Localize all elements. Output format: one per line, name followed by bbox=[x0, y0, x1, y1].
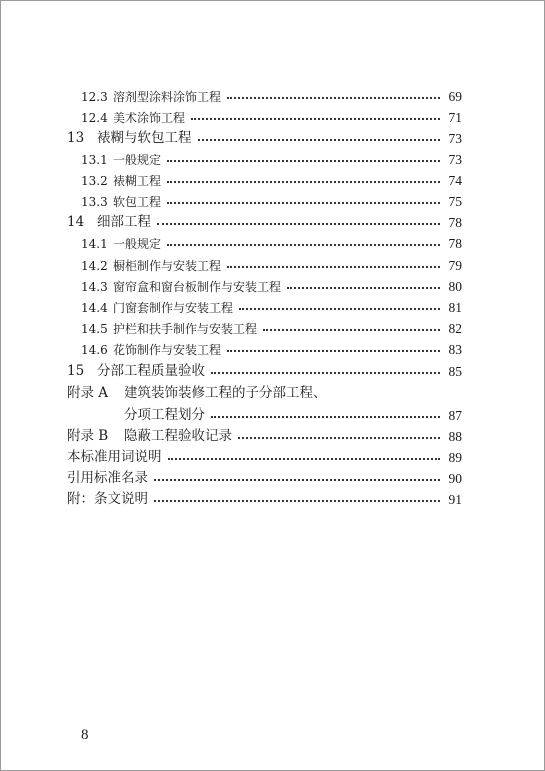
toc-section-title: 护栏和扶手制作与安装工程 bbox=[113, 322, 258, 336]
toc-section-title: 一般规定 bbox=[113, 237, 162, 251]
toc-page-ref: 89 bbox=[448, 450, 462, 466]
toc-entry-15 bbox=[67, 361, 462, 383]
toc-appendix-title-continued: 分项工程划分 bbox=[124, 407, 205, 424]
toc-dot-leader bbox=[157, 223, 440, 225]
toc-appendix-label: 附录 A bbox=[67, 385, 109, 402]
toc-page-ref: 81 bbox=[448, 300, 462, 316]
toc-chapter-title: 分部工程质量验收 bbox=[97, 363, 205, 380]
toc-entry-14-5 bbox=[81, 318, 462, 340]
toc-page-ref: 73 bbox=[448, 131, 462, 147]
toc-dot-leader bbox=[167, 202, 440, 204]
toc-section-title: 裱糊工程 bbox=[113, 174, 162, 188]
toc-chapter-number: 14 bbox=[67, 214, 85, 231]
toc-entry-12-4 bbox=[81, 107, 462, 129]
toc-dot-leader bbox=[167, 160, 440, 162]
toc-entry-appendix-a bbox=[67, 383, 462, 405]
toc-page-ref: 75 bbox=[448, 194, 462, 210]
toc-page-ref: 79 bbox=[448, 258, 462, 274]
toc-section-title: 一般规定 bbox=[113, 153, 162, 167]
toc-section-number: 13.2 bbox=[81, 174, 108, 188]
toc-entry-14-1 bbox=[81, 233, 462, 255]
toc-entry-14-3 bbox=[81, 276, 462, 298]
toc-dot-leader bbox=[167, 244, 440, 246]
toc-page-ref: 83 bbox=[448, 342, 462, 358]
toc-dot-leader bbox=[238, 437, 440, 439]
toc-chapter-number: 13 bbox=[67, 130, 85, 147]
toc-section-title: 花饰制作与安装工程 bbox=[113, 343, 222, 357]
toc-page-ref: 78 bbox=[448, 236, 462, 252]
toc-entry-title: 本标准用词说明 bbox=[67, 449, 162, 466]
toc-entry-14-6 bbox=[81, 339, 462, 361]
toc-chapter-title: 裱糊与软包工程 bbox=[97, 130, 192, 147]
toc-section-number: 13.3 bbox=[81, 195, 108, 209]
toc-section-title: 软包工程 bbox=[113, 195, 162, 209]
toc-dot-leader bbox=[227, 97, 440, 99]
toc-section-number: 14.1 bbox=[81, 237, 108, 251]
toc-dot-leader bbox=[198, 139, 441, 141]
toc-dot-leader bbox=[168, 458, 441, 460]
toc-section-number: 14.4 bbox=[81, 301, 108, 315]
toc-appendix-label: 附录 B bbox=[67, 428, 109, 445]
toc-chapter-number: 15 bbox=[67, 363, 85, 380]
toc-entry-13-1 bbox=[81, 149, 462, 171]
toc-dot-leader bbox=[154, 500, 440, 502]
toc-appendix-title: 建筑装饰装修工程的子分部工程、 bbox=[124, 385, 327, 402]
toc-section-number: 14.5 bbox=[81, 322, 108, 336]
toc-entry-13 bbox=[67, 128, 462, 150]
toc-page-ref: 71 bbox=[448, 110, 462, 126]
toc-entry-title: 引用标准名录 bbox=[67, 470, 148, 487]
toc-dot-leader bbox=[227, 350, 440, 352]
toc-section-number: 12.3 bbox=[81, 90, 108, 104]
toc-entry-standards bbox=[67, 468, 462, 490]
toc-entry-14-2 bbox=[81, 255, 462, 277]
toc-dot-leader bbox=[287, 287, 440, 289]
toc-page-ref: 73 bbox=[448, 152, 462, 168]
toc-section-number: 12.4 bbox=[81, 111, 108, 125]
toc-entry-explanation bbox=[67, 489, 462, 511]
toc-dot-leader bbox=[239, 308, 440, 310]
toc-page-ref: 87 bbox=[448, 408, 462, 424]
toc-entry-14 bbox=[67, 212, 462, 234]
toc-entry-wording bbox=[67, 447, 462, 469]
page-number: 8 bbox=[81, 727, 89, 743]
toc-section-title: 门窗套制作与安装工程 bbox=[113, 301, 234, 315]
toc-page-ref: 88 bbox=[448, 429, 462, 445]
toc-entry-14-4 bbox=[81, 297, 462, 319]
toc-page-ref: 74 bbox=[448, 173, 462, 189]
toc-section-number: 14.3 bbox=[81, 280, 108, 294]
toc-dot-leader bbox=[167, 181, 440, 183]
toc-chapter-title: 细部工程 bbox=[97, 214, 151, 231]
toc-dot-leader bbox=[154, 479, 440, 481]
toc-entry-13-3 bbox=[81, 191, 462, 213]
toc-dot-leader bbox=[227, 266, 440, 268]
toc-section-title: 溶剂型涂料涂饰工程 bbox=[113, 90, 222, 104]
toc-dot-leader bbox=[211, 372, 440, 374]
table-of-contents bbox=[1, 1, 544, 770]
toc-section-title: 窗帘盒和窗台板制作与安装工程 bbox=[113, 280, 282, 294]
toc-entry-13-2 bbox=[81, 170, 462, 192]
toc-section-title: 美术涂饰工程 bbox=[113, 111, 186, 125]
toc-page-ref: 85 bbox=[448, 364, 462, 380]
toc-entry-12-3 bbox=[81, 86, 462, 108]
toc-dot-leader bbox=[263, 329, 440, 331]
toc-page-ref: 90 bbox=[448, 471, 462, 487]
toc-page-ref: 78 bbox=[448, 215, 462, 231]
toc-section-number: 13.1 bbox=[81, 153, 108, 167]
toc-dot-leader bbox=[191, 118, 440, 120]
toc-section-number: 14.6 bbox=[81, 343, 108, 357]
toc-page-ref: 91 bbox=[448, 492, 462, 508]
toc-page-ref: 82 bbox=[448, 321, 462, 337]
toc-appendix-title: 隐蔽工程验收记录 bbox=[124, 428, 232, 445]
toc-entry-appendix-a-cont bbox=[124, 405, 462, 427]
toc-entry-appendix-b bbox=[67, 426, 462, 448]
toc-page-ref: 69 bbox=[448, 89, 462, 105]
toc-dot-leader bbox=[211, 416, 440, 418]
toc-entry-title: 附：条文说明 bbox=[67, 491, 148, 508]
toc-section-title: 橱柜制作与安装工程 bbox=[113, 259, 222, 273]
toc-page-ref: 80 bbox=[448, 279, 462, 295]
toc-section-number: 14.2 bbox=[81, 259, 108, 273]
